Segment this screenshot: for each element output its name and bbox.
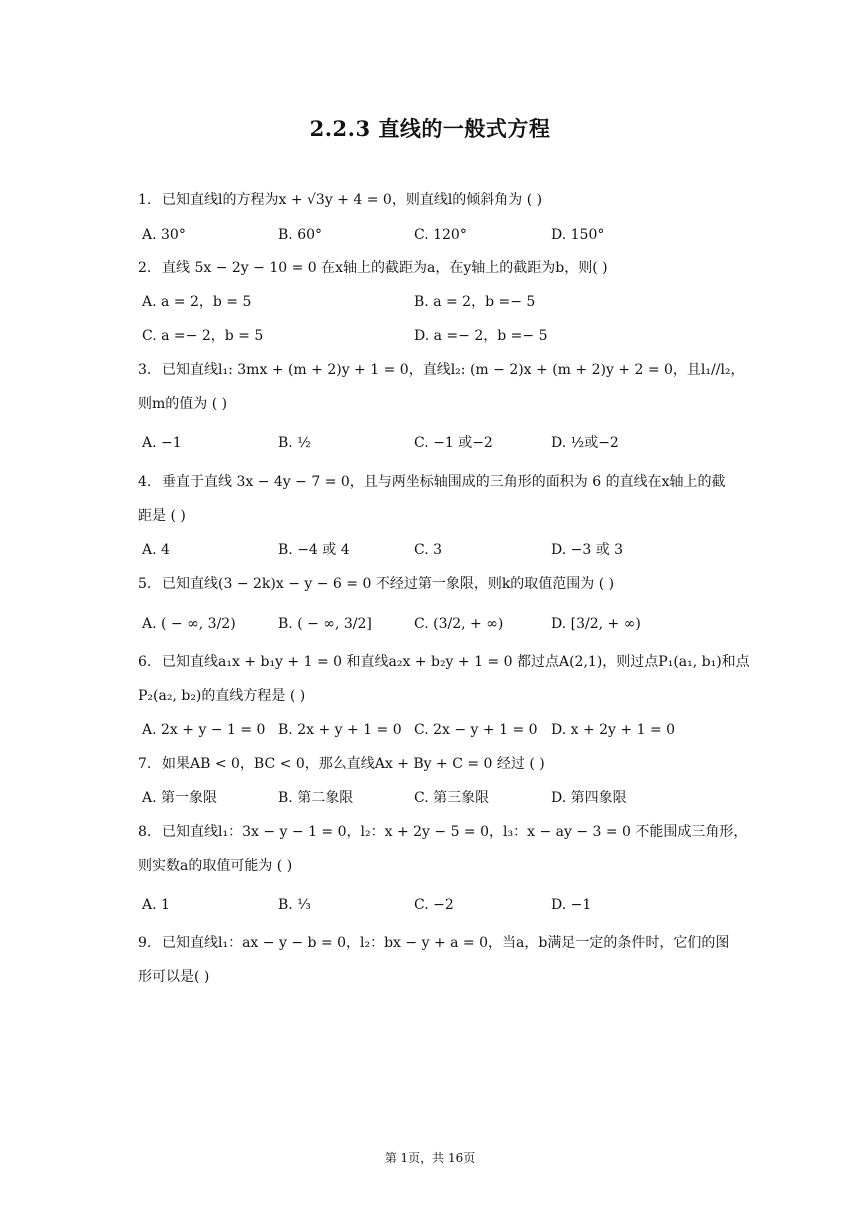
question-3-number: 3.: [138, 362, 152, 378]
question-6-number: 6.: [138, 654, 152, 670]
question-6-option-d: D. x + 2y + 1 = 0: [551, 722, 676, 738]
question-7-line-1: 7. 如果AB < 0，BC < 0，那么直线Ax + By + C = 0 经过 ( ): [138, 756, 545, 772]
question-8-option-a: A. 1: [142, 897, 170, 913]
question-2-line-1: 2. 直线 5x − 2y − 10 = 0 在x轴上的截距为a，在y轴上的截距为b，则( ): [138, 260, 608, 276]
question-4-option-d: D. −3 或 3: [551, 542, 624, 558]
question-9-line-2: 形可以是( ): [138, 969, 210, 985]
question-2-option-c: C. a =− 2，b = 5: [142, 328, 264, 344]
question-6-option-b: B. 2x + y + 1 = 0: [278, 722, 402, 738]
question-8-option-d: D. −1: [551, 897, 592, 913]
question-3-option-d: D. ½或−2: [551, 435, 619, 451]
question-6-line-1: 6. 已知直线a₁x + b₁y + 1 = 0 和直线a₂x + b₂y + 1 = 0 都过点A(2,1)，则过点P₁(a₁, b₁)和点: [138, 654, 750, 670]
question-1-option-b: B. 60°: [278, 227, 323, 243]
question-2-option-a: A. a = 2，b = 5: [142, 294, 252, 310]
question-5-option-c: C. (3/2, + ∞): [414, 616, 504, 632]
question-1-option-c: C. 120°: [414, 227, 467, 243]
question-7-option-c: C. 第三象限: [414, 790, 490, 806]
question-5-option-d: D. [3/2, + ∞): [551, 616, 641, 632]
question-8-line-2: 则实数a的取值可能为 ( ): [138, 858, 293, 874]
question-1-line-1: 1. 已知直线l的方程为x + √3y + 4 = 0，则直线l的倾斜角为 ( ): [138, 192, 543, 208]
question-8-option-c: C. −2: [414, 897, 454, 913]
page-footer: 第 1页，共 16页: [384, 1151, 476, 1165]
question-7-option-b: B. 第二象限: [278, 790, 354, 806]
question-3-option-a: A. −1: [142, 435, 182, 451]
question-9-line-1: 9. 已知直线l₁：ax − y − b = 0，l₂：bx − y + a = 0，当a，b满足一定的条件时，它们的图: [138, 935, 730, 951]
question-6-option-c: C. 2x − y + 1 = 0: [414, 722, 538, 738]
question-2-option-d: D. a =− 2，b =− 5: [414, 328, 548, 344]
question-2-option-b: B. a = 2，b =− 5: [414, 294, 536, 310]
question-5-line-1: 5. 已知直线(3 − 2k)x − y − 6 = 0 不经过第一象限，则k的取值范围为 ( ): [138, 576, 615, 592]
question-3-line-1: 3. 已知直线l₁: 3mx + (m + 2)y + 1 = 0，直线l₂: (m − 2)x + (m + 2)y + 2 = 0，且l₁//l₂，: [138, 362, 745, 378]
question-5-option-b: B. ( − ∞, 3/2]: [278, 616, 372, 632]
page-title: 2.2.3 直线的一般式方程: [309, 116, 551, 141]
question-6-line-2: P₂(a₂, b₂)的直线方程是 ( ): [138, 688, 306, 704]
question-4-option-a: A. 4: [142, 542, 170, 558]
question-5-number: 5.: [138, 576, 152, 592]
question-2-number: 2.: [138, 260, 152, 276]
question-3-option-c: C. −1 或−2: [414, 435, 493, 451]
question-4-option-b: B. −4 或 4: [278, 542, 350, 558]
question-5-option-a: A. ( − ∞, 3/2): [142, 616, 236, 632]
question-4-number: 4.: [138, 474, 152, 490]
question-7-option-a: A. 第一象限: [142, 790, 218, 806]
question-7-option-d: D. 第四象限: [551, 790, 627, 806]
question-7-number: 7.: [138, 756, 152, 772]
question-8-option-b: B. ⅓: [278, 897, 311, 913]
question-4-line-1: 4. 垂直于直线 3x − 4y − 7 = 0，且与两坐标轴围成的三角形的面积为 6 的直线在x轴上的截: [138, 474, 726, 490]
question-1-number: 1.: [138, 192, 152, 208]
question-8-line-1: 8. 已知直线l₁：3x − y − 1 = 0，l₂：x + 2y − 5 = 0，l₃：x − ay − 3 = 0 不能围成三角形，: [138, 824, 748, 840]
question-4-option-c: C. 3: [414, 542, 443, 558]
question-1-option-a: A. 30°: [142, 227, 186, 243]
question-3-line-2: 则m的值为 ( ): [138, 396, 228, 412]
question-6-option-a: A. 2x + y − 1 = 0: [142, 722, 266, 738]
question-8-number: 8.: [138, 824, 152, 840]
question-9-number: 9.: [138, 935, 152, 951]
question-1-option-d: D. 150°: [551, 227, 605, 243]
question-3-option-b: B. ½: [278, 435, 311, 451]
question-4-line-2: 距是 ( ): [138, 508, 186, 524]
